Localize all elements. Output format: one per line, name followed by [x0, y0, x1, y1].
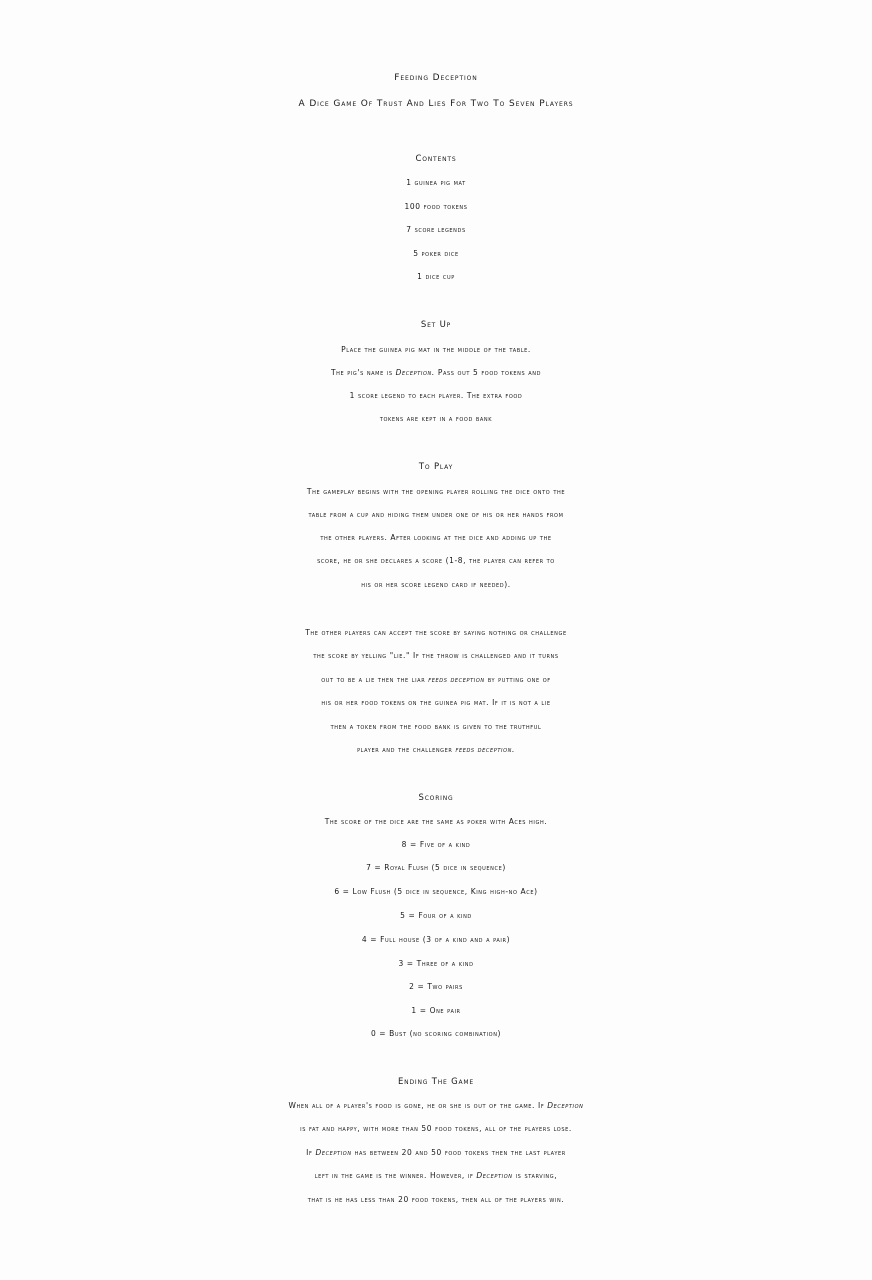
ending-text: If — [306, 1148, 316, 1157]
to-play-line: his or her food tokens on the guinea pig mat. If it is not a lie — [321, 698, 551, 707]
setup-line: 1 score legend to each player. The extra food — [349, 391, 523, 400]
to-play-line: The gameplay begins with the opening player rolling the dice onto the — [306, 487, 566, 496]
ending-text: is starving, — [512, 1171, 558, 1180]
scoring-item: 5 = Four of a kind — [400, 911, 472, 920]
feeds-deception-text: feeds deception. — [455, 745, 515, 754]
deception-name: Deception. — [395, 368, 435, 377]
to-play-text: out to be a lie then the liar — [321, 675, 429, 684]
ending-line — [0, 1095, 872, 1117]
scoring-intro: The score of the dice are the same as poker with Aces high. — [324, 817, 548, 826]
to-play-line: table from a cup and hiding them under one of his or her hands from — [308, 510, 564, 519]
ending-text: When all of a player's food is gone, he or she is out of the game. If — [288, 1101, 548, 1110]
feeds-deception-text: feeds deception — [428, 675, 485, 684]
deception-name: Deception — [315, 1148, 352, 1157]
to-play-line: score, he or she declares a score (1-8, the player can refer to — [317, 556, 555, 565]
setup-line: tokens are kept in a food bank — [379, 414, 493, 423]
setup-line: Place the guinea pig mat in the middle of the table. — [341, 345, 531, 354]
ending-text: has between 20 and 50 food tokens then the last player — [351, 1148, 566, 1157]
contents-item: 7 score legends — [406, 225, 466, 234]
setup-text: The pig's name is — [330, 368, 396, 377]
scoring-item: 7 = Royal Flush (5 dice in sequence) — [366, 863, 506, 872]
to-play-text: by putting one of — [484, 675, 551, 684]
setup-text: Pass out 5 food tokens and — [434, 368, 542, 377]
to-play-text: player and the challenger — [357, 745, 456, 754]
scoring-item: 3 = Three of a kind — [398, 959, 474, 968]
to-play-line: The other players can accept the score by saying nothing or challenge — [305, 628, 567, 637]
ending-line: is fat and happy, with more than 50 food tokens, all of the players lose. — [300, 1124, 572, 1133]
to-play-line: his or her score legend card if needed). — [361, 580, 511, 589]
ending-heading: Ending The Game — [398, 1077, 474, 1087]
contents-heading: Contents — [415, 154, 457, 164]
ending-line — [0, 1165, 872, 1187]
contents-item: 1 guinea pig mat — [406, 178, 466, 187]
scoring-item: 8 = Five of a kind — [401, 840, 471, 849]
to-play-line — [0, 739, 872, 761]
scoring-item: 6 = Low Flush (5 dice in sequence, King high-no Ace) — [334, 887, 538, 896]
to-play-line — [0, 669, 872, 691]
scoring-item: 4 = Full house (3 of a kind and a pair) — [361, 935, 511, 944]
page-subtitle: A Dice Game Of Trust And Lies For Two To Seven Players — [298, 99, 574, 109]
ending-text: left in the game is the winner. However, if — [314, 1171, 477, 1180]
to-play-line: the other players. After looking at the dice and adding up the — [320, 533, 552, 542]
page-title: Feeding Deception — [394, 73, 478, 83]
to-play-line: then a token from the food bank is given to the truthful — [330, 722, 542, 731]
to-play-line: the score by yelling "lie." If the throw is challenged and it turns — [313, 651, 559, 660]
to-play-heading: To Play — [418, 462, 454, 472]
scoring-item: 0 = Bust (no scoring combination) — [370, 1029, 502, 1038]
contents-item: 1 dice cup — [417, 272, 455, 281]
deception-name: Deception — [547, 1101, 584, 1110]
contents-item: 5 poker dice — [413, 249, 459, 258]
scoring-heading: Scoring — [418, 793, 454, 803]
scoring-item: 2 = Two pairs — [409, 982, 463, 991]
scoring-item: 1 = One pair — [411, 1006, 461, 1015]
setup-heading: Set Up — [420, 320, 452, 330]
contents-item: 100 food tokens — [404, 202, 468, 211]
setup-line — [0, 362, 872, 384]
ending-line: that is he has less than 20 food tokens, then all of the players win. — [307, 1195, 565, 1204]
deception-name: Deception — [476, 1171, 513, 1180]
ending-line — [0, 1142, 872, 1164]
